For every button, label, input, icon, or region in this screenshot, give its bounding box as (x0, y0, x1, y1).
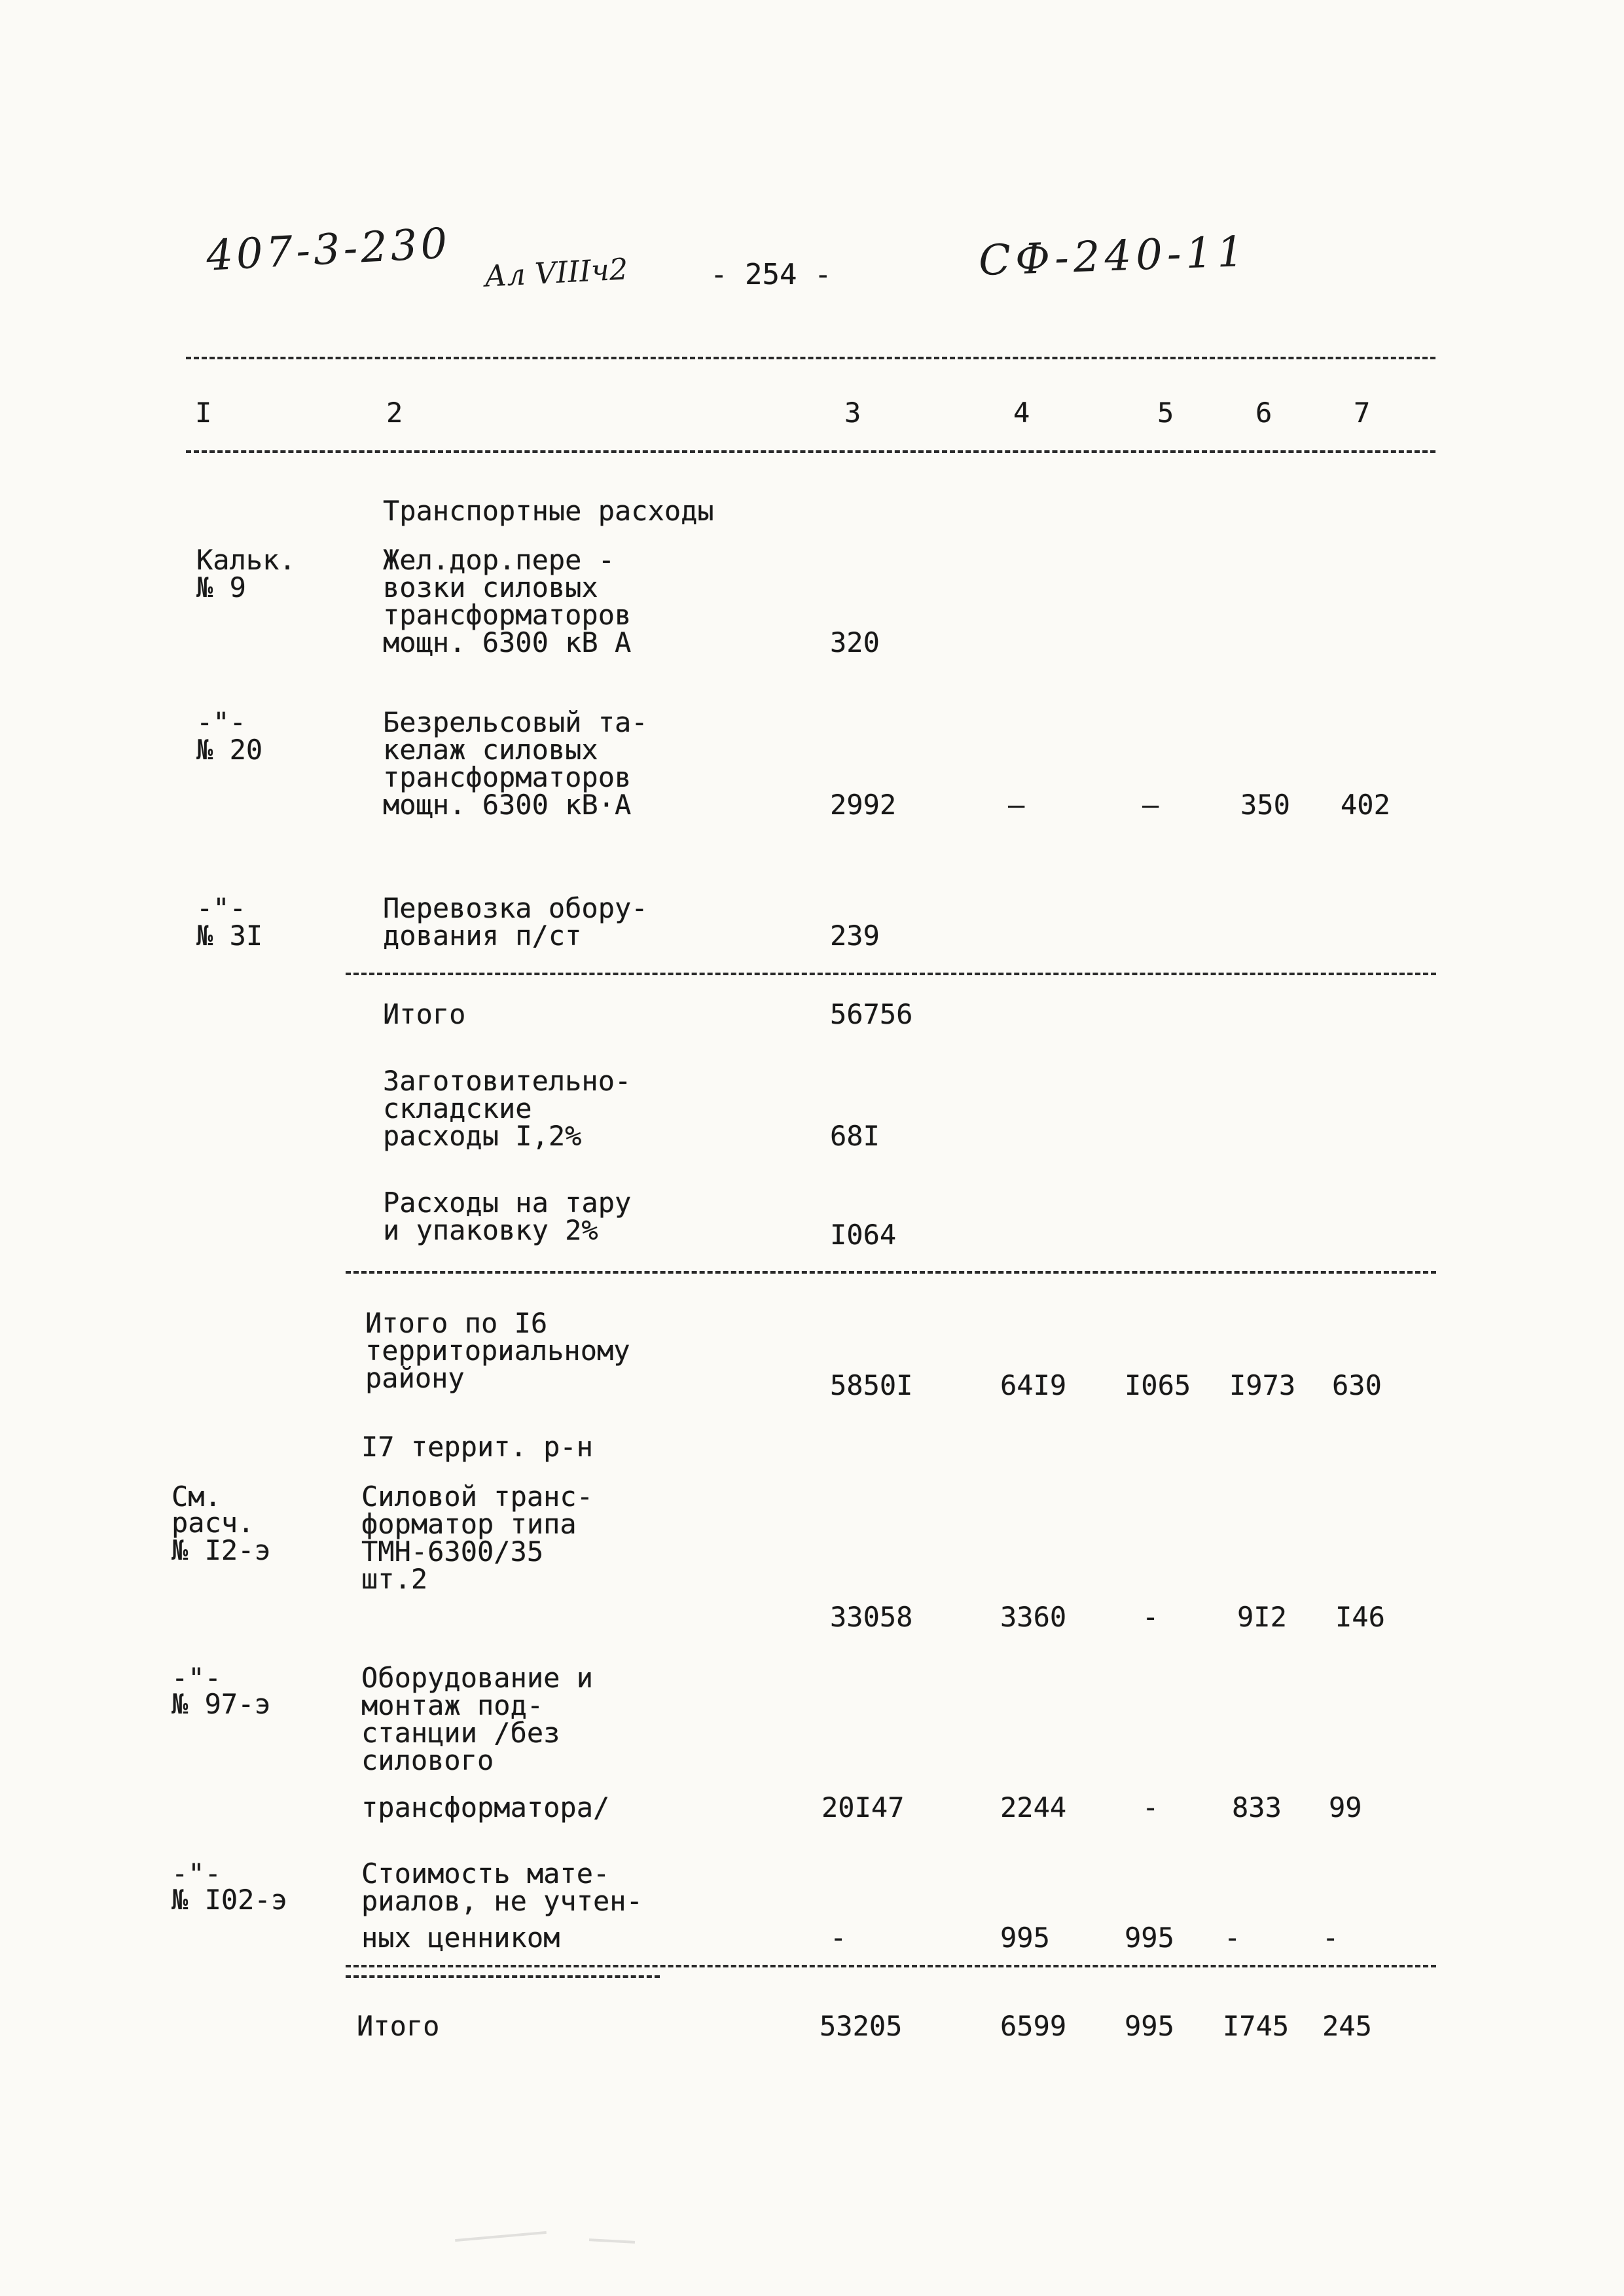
cell-value: - (1322, 1922, 1339, 1954)
cell-value: 6599 (1000, 2010, 1067, 2042)
row-ref-line: Кальк. (196, 544, 296, 576)
rule-above-district-total (346, 1271, 1436, 1274)
row-desc-line: риалов, не учтен- (361, 1885, 643, 1917)
cell-value: I065 (1125, 1369, 1191, 1401)
row-desc-line: Оборудование и (361, 1662, 594, 1694)
cell-value: I745 (1223, 2010, 1290, 2042)
row-ref-line: См. (171, 1480, 221, 1513)
cell-value: 99 (1329, 1791, 1362, 1823)
cell-value: 20I47 (821, 1791, 905, 1823)
row-ref-line: -"- (196, 706, 246, 738)
row-desc-line: шт.2 (361, 1563, 428, 1595)
album-note-handwritten: Ал VIIIч2 (483, 251, 629, 294)
cell-value: 2244 (1000, 1791, 1067, 1823)
row-desc-line: Безрельсовый та- (383, 706, 648, 738)
cell-value: 5850I (830, 1369, 913, 1401)
row-desc-line: ТМН-6300/35 (361, 1535, 544, 1568)
cell-value: 64I9 (1000, 1369, 1067, 1401)
cell-value: 33058 (830, 1601, 913, 1633)
cell-value: - (1142, 1601, 1159, 1633)
row-desc-line: складские (383, 1092, 532, 1124)
row-ref-line: -"- (196, 892, 246, 924)
cell-value: 350 (1240, 789, 1290, 821)
row-desc-line: расходы I,2% (383, 1120, 582, 1152)
row-desc-line: Жел.дор.пере - (383, 544, 615, 576)
row-ref-line: № I2-э (171, 1534, 271, 1566)
row-desc-line: территориальному (365, 1335, 630, 1367)
column-header: 3 (844, 397, 861, 429)
cell-value: 995 (1000, 1922, 1050, 1954)
rule-top (186, 357, 1435, 359)
row-desc-line: Силовой транс- (361, 1480, 594, 1513)
row-desc-line: келаж силовых (383, 734, 598, 766)
cell-value: 245 (1322, 2010, 1372, 2042)
row-desc-line: Итого (357, 2010, 440, 2042)
row-desc-line: монтаж под- (361, 1689, 544, 1721)
row-desc-line: мощн. 6300 кВ·А (383, 789, 632, 821)
row-ref-line: № I02-э (171, 1884, 288, 1916)
cell-value: 402 (1341, 789, 1390, 821)
doc-code-handwritten: 407-3-230 (205, 219, 452, 281)
row-desc-line: дования п/ст (383, 920, 582, 952)
cell-value: I973 (1229, 1369, 1296, 1401)
cell-value: – (1142, 789, 1159, 821)
form-code-handwritten: СФ-240-11 (977, 227, 1250, 286)
cell-value: - (1224, 1922, 1241, 1954)
cell-value: – (1008, 789, 1025, 821)
row-desc-line: Заготовительно- (383, 1065, 632, 1097)
cell-value: 68I (830, 1120, 880, 1152)
row-ref-line: расч. (171, 1507, 255, 1539)
cell-value: 9I2 (1237, 1601, 1287, 1633)
row-desc-line: I7 террит. р-н (361, 1431, 594, 1463)
cell-value: 995 (1125, 2010, 1174, 2042)
row-ref-line: № 9 (196, 571, 246, 603)
page-number: - 254 - (710, 258, 832, 291)
cell-value: 833 (1232, 1791, 1282, 1823)
scan-smudge (589, 2238, 635, 2244)
row-desc-line: мощн. 6300 кВ А (383, 626, 632, 658)
cell-value: 56756 (830, 998, 913, 1030)
cell-value: 630 (1332, 1369, 1382, 1401)
row-ref-line: -"- (171, 1662, 221, 1694)
cell-value: - (830, 1922, 847, 1954)
column-header: 6 (1255, 397, 1272, 429)
column-header: 7 (1354, 397, 1371, 429)
scan-smudge (455, 2231, 547, 2242)
cell-value: 2992 (830, 789, 897, 821)
column-header: 4 (1013, 397, 1030, 429)
row-ref-line: № 20 (196, 734, 263, 766)
column-header: I (195, 397, 212, 429)
row-desc-line: Расходы на тару (383, 1187, 632, 1219)
row-desc-line: силового (361, 1744, 494, 1776)
rule-under-column-headers (186, 450, 1435, 453)
row-desc-line: трансформаторов (383, 599, 632, 631)
column-header: 5 (1157, 397, 1174, 429)
section-title: Транспортные расходы (383, 495, 714, 527)
row-desc-line: возки силовых (383, 571, 598, 603)
rule-above-final-total (346, 1965, 1436, 1967)
cell-value: 239 (830, 920, 880, 952)
cell-value: 53205 (820, 2010, 903, 2042)
rule-above-final-total-second-stroke (346, 1975, 660, 1978)
row-desc-line: трансформатора/ (361, 1791, 610, 1823)
row-desc-line: району (365, 1362, 465, 1394)
row-desc-line: Стоимость мате- (361, 1857, 610, 1890)
row-desc-line: Итого (383, 998, 466, 1030)
cell-value: - (1142, 1791, 1159, 1823)
row-desc-line: станции /без (361, 1717, 560, 1749)
row-desc-line: Перевозка обору- (383, 892, 648, 924)
row-desc-line: ных ценником (361, 1922, 560, 1954)
cell-value: I46 (1335, 1601, 1385, 1633)
cell-value: 3360 (1000, 1601, 1067, 1633)
cell-value: I064 (830, 1219, 897, 1251)
row-desc-line: и упаковку 2% (383, 1214, 598, 1246)
row-desc-line: Итого по I6 (365, 1307, 548, 1339)
column-header: 2 (386, 397, 403, 429)
rule-above-subtotal (346, 973, 1436, 975)
row-ref-line: № 3I (196, 920, 263, 952)
row-desc-line: трансформаторов (383, 761, 632, 793)
row-desc-line: форматор типа (361, 1508, 577, 1540)
row-ref-line: -"- (171, 1857, 221, 1890)
cell-value: 995 (1125, 1922, 1174, 1954)
cell-value: 320 (830, 626, 880, 658)
row-ref-line: № 97-э (171, 1688, 271, 1720)
